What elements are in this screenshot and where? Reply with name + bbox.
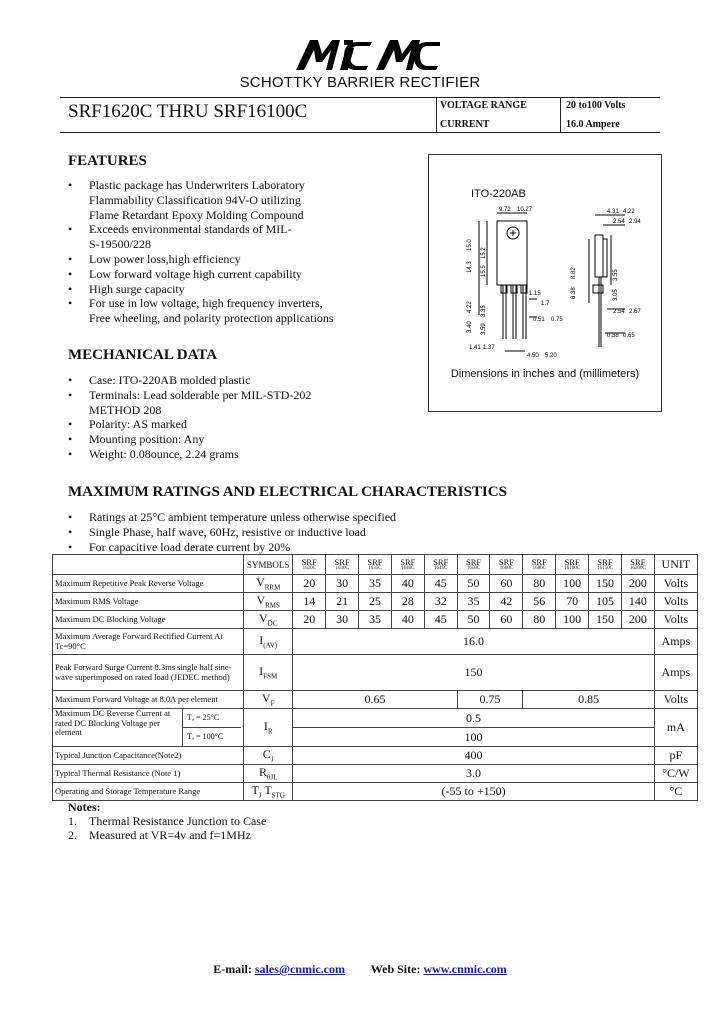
value-cell: 50 [457,575,490,593]
value-cell: 200 [621,611,654,629]
value-cell: 32 [424,593,457,611]
value-cell: 50 [457,611,490,629]
dim-lead-b: 0.75 [551,317,563,323]
value-cell: 100 [293,728,654,747]
list-item: • Ratings at 25°C ambient temperature unless otherwise specified [68,510,397,524]
param-cell: Typical Junction Capacitance(Note2) [53,747,244,765]
part-header: SRF 16150C [589,555,622,575]
list-item: • Plastic package has Underwriters Laboratory [68,178,305,192]
list-item: • Case: ITO-220AB molded plastic [68,373,251,387]
website-label: Web Site: [370,962,421,976]
table-row [53,611,698,629]
mechanical-list [68,373,408,462]
website-link[interactable]: www.cnmic.com [423,962,507,976]
param-cell: Maximum DC Reverse Current at rated DC Blocking Voltage per element Tₐ = 25°C Tₐ = 100°C [53,709,244,747]
value-cell: 105 [589,593,622,611]
document-subtitle: SCHOTTKY BARRIER RECTIFIER [239,74,481,91]
part-header: SRF 1660C [490,555,523,575]
dim-side-f: 8.82 [571,267,577,279]
value-cell: 0.65 [293,691,457,709]
symbols-header: SYMBOLS [244,555,293,575]
param-cell: Maximum DC Blocking Voltage [53,611,244,629]
part-header: SRF 16100C [556,555,589,575]
table-row [53,629,698,655]
value-cell: 80 [523,611,556,629]
dim-side-k: 0.38 [607,333,619,339]
ratings-conditions-list [68,510,668,554]
symbol-cell: $R_{\theta JL}$ [244,765,293,783]
param-cell: Peak Forward Surge Current 8.3ms single half sine-wave superimposed on rated load (JEDEC method) [53,655,244,691]
notes-heading: Notes: [68,800,101,814]
unit-cell: °C/W [654,765,697,783]
value-cell: 60 [490,575,523,593]
value-cell: 400 [293,747,654,765]
dim-pitch-a: 4.50 [527,353,539,359]
unit-cell: Volts [654,611,697,629]
value-cell: 0.85 [523,691,654,709]
list-item: • For capacitive load derate current by 20% [68,539,291,554]
value-cell: 100 [556,611,589,629]
table-header-row [53,555,698,575]
unit-cell: °C [654,783,697,801]
dim-side-i: 2.54 [613,309,625,315]
value-cell: 3.0 [293,765,654,783]
spec-current-label: CURRENT [440,119,490,130]
list-item: Flame Retardant Epoxy Molding Compound [89,207,304,222]
dim-side-g: 3.05 [613,289,619,301]
mechanical-heading: MECHANICAL DATA [68,347,218,363]
symbol-cell: $V_{RRM}$ [244,575,293,593]
list-item: • Single Phase, half wave, 60Hz, resistive or inductive load [68,524,366,539]
features-list [68,178,408,326]
list-item: • High surge capacity [68,281,185,296]
spec-voltage-value: 20 to100 Volts [566,100,626,111]
part-header: SRF 1635C [359,555,392,575]
value-cell: 100 [556,575,589,593]
dim-side-j: 2.67 [629,309,641,315]
dim-left-a: 14.3 [467,261,473,273]
dim-left-b: 15.0 [467,239,473,251]
dim-mid-a: 1.15 [529,291,541,297]
part-header: SRF 1620C [293,555,326,575]
dim-left-g: 3.59 [481,323,487,335]
table-row [53,575,698,593]
list-item: Flammability Classification 94V-O utilizing [89,192,301,207]
list-item: • Low forward voltage high current capability [68,266,302,281]
dim-left-f: 4.22 [467,301,473,313]
list-item: • Polarity: AS marked [68,417,187,432]
dim-top: 9.72 [499,207,511,213]
param-cell: Operating and Storage Temperature Range [53,783,244,801]
unit-cell: Amps [654,629,697,655]
part-header: SRF 16200C [621,555,654,575]
header-divider [436,97,437,133]
part-header: SRF 1645C [424,555,457,575]
param-cell: Maximum Average Forward Rectified Current At Tc=90°C [53,629,244,655]
spec-voltage-label: VOLTAGE RANGE [440,100,527,111]
dim-side-d: 2.94 [629,219,641,225]
dim-lead-a: 0.51 [533,317,545,323]
symbol-cell: $V_{RMS}$ [244,593,293,611]
list-item: METHOD 208 [89,402,162,417]
note-item: 2. Measured at VR=4v and f=1MHz [68,828,251,842]
footer-contact [0,962,720,977]
symbol-cell: $V_F$ [244,691,293,709]
dim-side-b: 4.22 [623,209,635,215]
value-cell: 60 [490,611,523,629]
value-cell: 70 [556,593,589,611]
table-row [53,655,698,691]
unit-header: UNIT [654,555,697,575]
value-cell: 35 [457,593,490,611]
dim-pitch-b: 5.20 [545,353,557,359]
value-cell: 200 [621,575,654,593]
dim-left-c: 15.5 [481,265,487,277]
header-top-rule [60,97,660,98]
unit-cell: Amps [654,655,697,691]
value-cell: 20 [293,575,326,593]
param-cell: Typical Thermal Resistance (Note 1) [53,765,244,783]
dim-top-b: 10.27 [517,207,533,213]
value-cell: 0.75 [457,691,523,709]
part-header: SRF 1650C [457,555,490,575]
symbol-cell: $C_J$ [244,747,293,765]
param-cell: Maximum Forward Voltage at 8.0A per element [53,691,244,709]
header-divider-2 [560,97,561,133]
param-cell: Maximum Repetitive Peak Reverse Voltage [53,575,244,593]
symbol-cell: $I_{(AV)}$ [244,629,293,655]
value-cell: 16.0 [293,629,654,655]
value-cell: 40 [391,611,424,629]
value-cell: 45 [424,611,457,629]
list-item: • Terminals: Lead solderable per MIL-STD-202 [68,387,312,402]
dim-side-l: 0.65 [623,333,635,339]
dim-mid-b: 1.7 [541,301,550,307]
symbol-cell: $I_R$ [244,709,293,747]
table-row [53,783,698,801]
table-row [53,709,698,728]
list-item: • Low power loss,high efficiency [68,251,241,266]
value-cell: 140 [621,593,654,611]
package-diagram [428,154,662,412]
value-cell: 0.5 [293,709,654,728]
dim-left-e: 3.40 [467,321,473,333]
part-header: SRF 1680C [523,555,556,575]
value-cell: 45 [424,575,457,593]
dim-left-h: 3.35 [481,305,487,317]
package-caption: Dimensions in inches and (millimeters) [450,368,640,380]
header-bottom-rule [60,132,660,133]
value-cell: 40 [391,575,424,593]
value-cell: 150 [293,655,654,691]
value-cell: 56 [523,593,556,611]
dim-side-h: 3.55 [613,269,619,281]
value-cell: 35 [359,611,392,629]
symbol-cell: $I_{FSM}$ [244,655,293,691]
unit-cell: Volts [654,575,697,593]
symbol-cell: $V_{DC}$ [244,611,293,629]
list-item: • For use in low voltage, high frequency inverters, [68,296,323,311]
list-item: • Exceeds environmental standards of MIL- [68,222,292,237]
value-cell: (-55 to +150) [293,783,654,801]
value-cell: 20 [293,611,326,629]
email-label: E-mail: [213,962,252,976]
list-item: Free wheeling, and polarity protection applications [89,311,334,326]
value-cell: 21 [326,593,359,611]
dim-side-a: 4.31 [607,209,619,215]
table-row [53,765,698,783]
value-cell: 14 [293,593,326,611]
param-cell: Maximum RMS Voltage [53,593,244,611]
value-cell: 150 [589,575,622,593]
notes-section [68,800,266,842]
unit-cell: mA [654,709,697,747]
list-item: S-19500/228 [89,237,152,252]
table-row [53,691,698,709]
param-header [53,555,244,575]
features-heading: FEATURES [68,153,147,169]
unit-cell: Volts [654,691,697,709]
email-link[interactable]: sales@cnmic.com [254,962,345,976]
unit-cell: Volts [654,593,697,611]
value-cell: 28 [391,593,424,611]
value-cell: 42 [490,593,523,611]
table-row [53,593,698,611]
note-item: 1. Thermal Resistance Junction to Case [68,814,267,828]
value-cell: 80 [523,575,556,593]
list-item: • Weight: 0.08ounce, 2.24 grams [68,446,239,461]
part-range-title: SRF1620C THRU SRF16100C [68,101,308,122]
dim-left-d: 15.2 [481,247,487,259]
value-cell: 35 [359,575,392,593]
dim-side-c: 2.54 [613,219,625,225]
table-row [53,747,698,765]
value-cell: 30 [326,611,359,629]
ratings-heading: MAXIMUM RATINGS AND ELECTRICAL CHARACTERISTICS [68,484,507,500]
value-cell: 30 [326,575,359,593]
dim-side-e: 8.38 [571,287,577,299]
symbol-cell: $T_J$ $T_{STG}$ [244,783,293,801]
list-item: • Mounting position: Any [68,432,205,447]
value-cell: 150 [589,611,622,629]
value-cell: 25 [359,593,392,611]
dim-bot-a: 1.41 [469,345,481,351]
part-header: SRF 1630C [326,555,359,575]
unit-cell: pF [654,747,697,765]
dim-bot-b: 1.37 [483,345,495,351]
package-name: ITO-220AB [471,188,526,200]
spec-current-value: 16.0 Ampere [566,119,620,130]
ratings-table [52,554,698,801]
company-logo [296,40,440,70]
part-header: SRF 1640C [391,555,424,575]
